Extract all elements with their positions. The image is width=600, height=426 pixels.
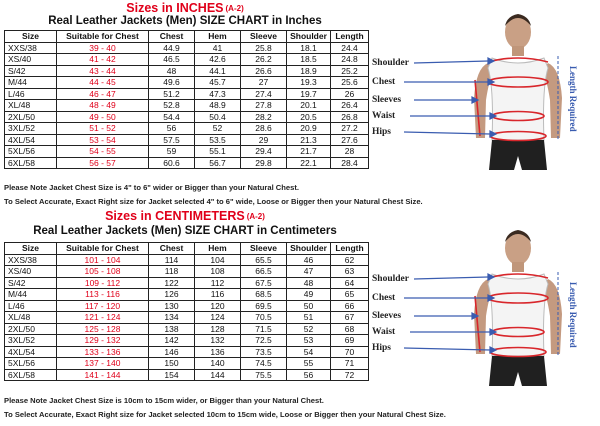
shoulder-cell: 22.1 [287, 157, 331, 169]
hem-cell: 55.1 [195, 146, 241, 158]
hem-cell: 116 [195, 289, 241, 301]
suitable-chest-cell: 39 - 40 [57, 42, 149, 54]
table-row [5, 88, 369, 100]
sleeve-cell: 27 [241, 77, 287, 89]
table-row [5, 157, 369, 169]
length-cell: 26.4 [331, 100, 369, 112]
length-cell: 67 [331, 312, 369, 324]
sleeve-cell: 27.4 [241, 88, 287, 100]
cm-heading [0, 209, 370, 223]
shoulder-cell: 52 [287, 323, 331, 335]
shoulder-cell: 50 [287, 300, 331, 312]
suitable-chest-cell: 113 - 116 [57, 289, 149, 301]
suitable-chest-cell: 109 - 112 [57, 277, 149, 289]
shoulder-cell: 55 [287, 358, 331, 370]
inches-note-2: To Select Accurate, Exact Right size for Jacket selected 4" to 6" wide, Loose or Bigger then your Natural Chest Size. [4, 197, 423, 206]
size-cell: M/44 [5, 289, 57, 301]
shoulder-cell: 20.9 [287, 123, 331, 135]
length-cell: 25.6 [331, 77, 369, 89]
size-cell: 3XL/52 [5, 335, 57, 347]
hem-cell: 128 [195, 323, 241, 335]
hem-cell: 41 [195, 42, 241, 54]
shorts-shape [489, 356, 547, 386]
cm-chart-title: Real Leather Jackets (Men) SIZE CHART in Centimeters [33, 225, 337, 237]
length-cell: 26.8 [331, 111, 369, 123]
size-cell: 6XL/58 [5, 157, 57, 169]
suitable-chest-cell: 48 - 49 [57, 100, 149, 112]
hem-cell: 47.3 [195, 88, 241, 100]
chest-label: Chest [372, 77, 396, 87]
shorts-shape [489, 140, 547, 170]
length-required-label: Length Required [568, 66, 578, 132]
size-cell: XS/40 [5, 266, 57, 278]
hips-label: Hips [372, 343, 392, 353]
sleeve-cell: 26.2 [241, 54, 287, 66]
chest-cell: 150 [149, 358, 195, 370]
table-row [5, 358, 369, 370]
sleeve-cell: 25.8 [241, 42, 287, 54]
chest-cell: 138 [149, 323, 195, 335]
suitable-chest-cell: 41 - 42 [57, 54, 149, 66]
shoulder-cell: 18.9 [287, 65, 331, 77]
length-required-label: Length Required [568, 282, 578, 348]
cm-size-table [4, 242, 369, 381]
chest-cell: 146 [149, 346, 195, 358]
col-hem-header: Hem [195, 243, 241, 255]
chest-cell: 60.6 [149, 157, 195, 169]
shoulder-cell: 18.1 [287, 42, 331, 54]
size-cell: M/44 [5, 77, 57, 89]
suitable-chest-cell: 49 - 50 [57, 111, 149, 123]
sleeve-cell: 28.2 [241, 111, 287, 123]
hem-cell: 112 [195, 277, 241, 289]
shoulder-cell: 19.3 [287, 77, 331, 89]
size-cell: XL/48 [5, 312, 57, 324]
length-cell: 25.2 [331, 65, 369, 77]
sleeve-cell: 26.6 [241, 65, 287, 77]
length-cell: 62 [331, 254, 369, 266]
chest-cell: 134 [149, 312, 195, 324]
shoulder-cell: 20.5 [287, 111, 331, 123]
chest-cell: 126 [149, 289, 195, 301]
table-row [5, 134, 369, 146]
size-cell: 6XL/58 [5, 369, 57, 381]
col-chest-header: Chest [149, 243, 195, 255]
hem-cell: 48.9 [195, 100, 241, 112]
chest-cell: 57.5 [149, 134, 195, 146]
size-cell: XXS/38 [5, 42, 57, 54]
suitable-chest-cell: 129 - 132 [57, 335, 149, 347]
chest-label: Chest [372, 293, 396, 303]
col-shoulder-header: Shoulder [287, 243, 331, 255]
inches-heading-text: Sizes in INCHES [126, 1, 224, 15]
hem-cell: 53.5 [195, 134, 241, 146]
inches-size-table [4, 30, 369, 169]
chest-cell: 118 [149, 266, 195, 278]
table-row [5, 323, 369, 335]
table-row [5, 65, 369, 77]
body-figure-illustration [372, 8, 598, 178]
table-row [5, 277, 369, 289]
cm-note-2: To Select Accurate, Exact Right size for Jacket selected 10cm to 15cm wide, Loose or Bigger then your Natural Chest Size. [4, 410, 446, 419]
hem-cell: 132 [195, 335, 241, 347]
size-cell: S/42 [5, 277, 57, 289]
table-row [5, 111, 369, 123]
chest-cell: 52.8 [149, 100, 195, 112]
table-row [5, 42, 369, 54]
sleeves-label: Sleeves [372, 95, 402, 105]
sleeve-cell: 74.5 [241, 358, 287, 370]
table-row [5, 369, 369, 381]
inches-body-figure [372, 8, 598, 178]
hem-cell: 136 [195, 346, 241, 358]
col-shoulder-header: Shoulder [287, 31, 331, 43]
length-cell: 63 [331, 266, 369, 278]
table-row [5, 266, 369, 278]
waist-label: Waist [372, 111, 396, 121]
sleeve-cell: 73.5 [241, 346, 287, 358]
length-cell: 69 [331, 335, 369, 347]
hem-cell: 120 [195, 300, 241, 312]
size-cell: 4XL/54 [5, 134, 57, 146]
chest-cell: 51.2 [149, 88, 195, 100]
hem-cell: 104 [195, 254, 241, 266]
cm-note-1: Please Note Jacket Chest Size is 10cm to 15cm wider, or Bigger than your Natural Chest. [4, 396, 324, 405]
length-cell: 64 [331, 277, 369, 289]
col-suitable-chest-header: Suitable for Chest [57, 243, 149, 255]
sleeve-cell: 27.8 [241, 100, 287, 112]
suitable-chest-cell: 51 - 52 [57, 123, 149, 135]
shoulder-cell: 48 [287, 277, 331, 289]
length-cell: 28.4 [331, 157, 369, 169]
suitable-chest-cell: 137 - 140 [57, 358, 149, 370]
waist-label: Waist [372, 327, 396, 337]
chest-cell: 49.6 [149, 77, 195, 89]
shoulder-cell: 19.7 [287, 88, 331, 100]
chest-cell: 54.4 [149, 111, 195, 123]
table-row [5, 100, 369, 112]
body-figure-illustration [372, 224, 598, 394]
suitable-chest-cell: 54 - 55 [57, 146, 149, 158]
hem-cell: 50.4 [195, 111, 241, 123]
sleeve-cell: 29 [241, 134, 287, 146]
length-cell: 72 [331, 369, 369, 381]
centimeters-section [0, 206, 600, 426]
suitable-chest-cell: 46 - 47 [57, 88, 149, 100]
col-sleeve-header: Sleeve [241, 31, 287, 43]
suitable-chest-cell: 43 - 44 [57, 65, 149, 77]
sleeve-cell: 69.5 [241, 300, 287, 312]
hem-cell: 108 [195, 266, 241, 278]
size-cell: 5XL/56 [5, 146, 57, 158]
hem-cell: 124 [195, 312, 241, 324]
inches-note-1: Please Note Jacket Chest Size is 4" to 6" wider or Bigger than your Natural Chest. [4, 183, 300, 192]
length-cell: 24.8 [331, 54, 369, 66]
hem-cell: 144 [195, 369, 241, 381]
sleeve-cell: 66.5 [241, 266, 287, 278]
table-row [5, 312, 369, 324]
sleeve-cell: 29.8 [241, 157, 287, 169]
sleeves-label: Sleeves [372, 311, 402, 321]
shoulder-cell: 51 [287, 312, 331, 324]
shoulder-cell: 54 [287, 346, 331, 358]
shoulder-cell: 21.7 [287, 146, 331, 158]
chest-cell: 48 [149, 65, 195, 77]
suitable-chest-cell: 44 - 45 [57, 77, 149, 89]
tank-top-shape [488, 274, 548, 356]
inches-heading-code: (A-2) [225, 4, 244, 13]
inches-section [0, 0, 600, 210]
table-header-row [5, 243, 369, 255]
neck-shape [512, 262, 524, 272]
inches-heading [0, 1, 370, 15]
hem-cell: 140 [195, 358, 241, 370]
size-cell: 2XL/50 [5, 323, 57, 335]
shoulder-label: Shoulder [372, 58, 409, 68]
size-cell: XS/40 [5, 54, 57, 66]
col-suitable-chest-header: Suitable for Chest [57, 31, 149, 43]
suitable-chest-cell: 105 - 108 [57, 266, 149, 278]
chest-cell: 46.5 [149, 54, 195, 66]
chest-cell: 154 [149, 369, 195, 381]
sleeve-cell: 72.5 [241, 335, 287, 347]
length-cell: 66 [331, 300, 369, 312]
table-row [5, 300, 369, 312]
cm-heading-text: Sizes in CENTIMETERS [105, 209, 245, 223]
sleeve-cell: 28.6 [241, 123, 287, 135]
tank-top-shape [488, 58, 548, 140]
shoulder-cell: 56 [287, 369, 331, 381]
col-sleeve-header: Sleeve [241, 243, 287, 255]
length-cell: 27.6 [331, 134, 369, 146]
sleeve-cell: 71.5 [241, 323, 287, 335]
sleeve-cell: 68.5 [241, 289, 287, 301]
table-row [5, 123, 369, 135]
shoulder-cell: 53 [287, 335, 331, 347]
hem-cell: 52 [195, 123, 241, 135]
col-hem-header: Hem [195, 31, 241, 43]
length-cell: 65 [331, 289, 369, 301]
hem-cell: 45.7 [195, 77, 241, 89]
size-cell: L/46 [5, 300, 57, 312]
table-header-row [5, 31, 369, 43]
table-row [5, 289, 369, 301]
shoulder-cell: 21.3 [287, 134, 331, 146]
table-row [5, 335, 369, 347]
hem-cell: 42.6 [195, 54, 241, 66]
size-cell: 4XL/54 [5, 346, 57, 358]
sleeve-cell: 29.4 [241, 146, 287, 158]
size-cell: S/42 [5, 65, 57, 77]
chest-cell: 59 [149, 146, 195, 158]
suitable-chest-cell: 117 - 120 [57, 300, 149, 312]
suitable-chest-cell: 141 - 144 [57, 369, 149, 381]
hips-label: Hips [372, 127, 392, 137]
size-cell: 3XL/52 [5, 123, 57, 135]
length-cell: 68 [331, 323, 369, 335]
length-cell: 28 [331, 146, 369, 158]
shoulder-cell: 20.1 [287, 100, 331, 112]
shoulder-cell: 49 [287, 289, 331, 301]
length-cell: 24.4 [331, 42, 369, 54]
cm-body-figure [372, 224, 598, 394]
suitable-chest-cell: 56 - 57 [57, 157, 149, 169]
shoulder-label: Shoulder [372, 274, 409, 284]
sleeve-cell: 75.5 [241, 369, 287, 381]
sleeve-cell: 67.5 [241, 277, 287, 289]
chest-cell: 114 [149, 254, 195, 266]
length-cell: 27.2 [331, 123, 369, 135]
table-row [5, 146, 369, 158]
sleeve-cell: 65.5 [241, 254, 287, 266]
length-cell: 70 [331, 346, 369, 358]
chest-cell: 130 [149, 300, 195, 312]
sleeve-cell: 70.5 [241, 312, 287, 324]
chest-cell: 142 [149, 335, 195, 347]
table-row [5, 346, 369, 358]
col-length-header: Length [331, 243, 369, 255]
length-cell: 71 [331, 358, 369, 370]
hem-cell: 44.1 [195, 65, 241, 77]
length-cell: 26 [331, 88, 369, 100]
col-size-header: Size [5, 243, 57, 255]
col-size-header: Size [5, 31, 57, 43]
table-row [5, 54, 369, 66]
chest-cell: 44.9 [149, 42, 195, 54]
shoulder-cell: 47 [287, 266, 331, 278]
suitable-chest-cell: 53 - 54 [57, 134, 149, 146]
size-cell: XL/48 [5, 100, 57, 112]
shoulder-cell: 18.5 [287, 54, 331, 66]
col-chest-header: Chest [149, 31, 195, 43]
size-cell: XXS/38 [5, 254, 57, 266]
table-row [5, 77, 369, 89]
suitable-chest-cell: 121 - 124 [57, 312, 149, 324]
suitable-chest-cell: 101 - 104 [57, 254, 149, 266]
inches-chart-title: Real Leather Jackets (Men) SIZE CHART in Inches [48, 15, 322, 27]
hem-cell: 56.7 [195, 157, 241, 169]
chest-cell: 56 [149, 123, 195, 135]
col-length-header: Length [331, 31, 369, 43]
size-cell: L/46 [5, 88, 57, 100]
cm-heading-code: (A-2) [246, 212, 265, 221]
chest-cell: 122 [149, 277, 195, 289]
size-cell: 2XL/50 [5, 111, 57, 123]
table-row [5, 254, 369, 266]
neck-shape [512, 46, 524, 56]
suitable-chest-cell: 125 - 128 [57, 323, 149, 335]
size-cell: 5XL/56 [5, 358, 57, 370]
shoulder-cell: 46 [287, 254, 331, 266]
suitable-chest-cell: 133 - 136 [57, 346, 149, 358]
